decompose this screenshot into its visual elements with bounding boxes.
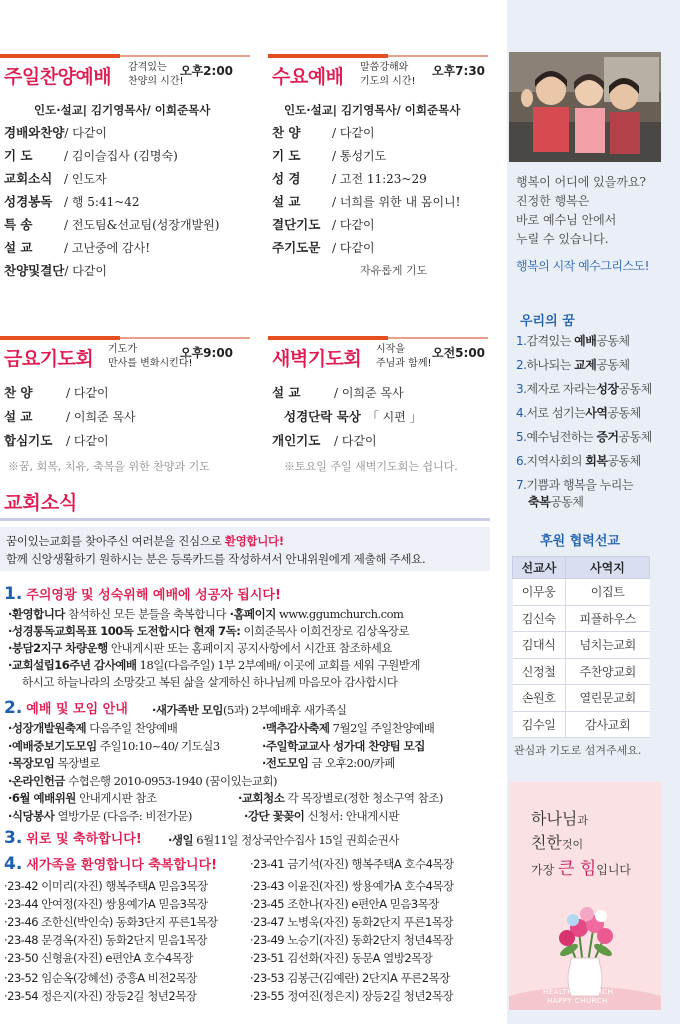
dream-text: 제자로 자라는 [526,382,597,396]
newcomer-entry: ·23-43 이윤진(자진) 쌍용예가A 호수4목장 [250,879,454,893]
news-2-left-line [8,738,220,754]
homepage-label: ·홈페이지 [226,607,276,621]
dream-title: 우리의 꿈 [520,314,575,329]
poster-line-2: 친한것이 [531,833,584,852]
dream-suffix: 공동체 [607,454,641,468]
sponsor-title: 후원 협력선교 [540,534,620,549]
missionary-name: 이무웅 [513,579,566,606]
poster-line-3: 가장 큰 힘입니다 [531,859,632,879]
wednesday-row-label: 성 경 [272,171,301,186]
sunday-row [4,216,219,234]
dawn-row-value: 「 시편 」 [366,410,422,424]
dream-item-continued [528,493,583,510]
mission-row [513,685,650,712]
mission-table [512,556,650,738]
mission-row [513,579,650,606]
sunday-row [4,239,150,257]
members-photo [509,52,661,162]
dawn-row [272,384,404,402]
dream-item [516,404,641,421]
birthday-line: ·생일 6월11일 정상국안수집사 15일 권희순권사 [168,833,399,847]
wednesday-row [272,147,386,165]
news-1-label: ·성경통독교회목표 100독 도전합시다 현재 7독: [8,624,241,638]
friday-row [4,384,109,402]
dawn-row-label: 개인기도 [272,433,321,448]
news-2-label: ·예배중보기도모임 [8,738,97,753]
wednesday-row-label: 주기도문 [272,240,321,255]
friday-note: ※꿈, 회복, 치유, 축복을 위한 찬양과 기도 [8,460,210,473]
wednesday-subtitle-2: 기도의 시간! [360,76,416,87]
dream-item [516,380,652,397]
newcomer-entry: ·23-47 노병욱(자진) 동화2단지 푸른1목장 [250,915,454,929]
mission-field: 열린문교회 [565,685,649,712]
news-2-label: ·맥추감사축제 [262,721,330,735]
sunday-row-value: / 전도팀&선교팀(성장개발원) [64,218,220,232]
wednesday-row [272,216,375,234]
news-2-label: ·교회청소 [238,791,285,805]
sunday-title: 주일찬양예배 [4,66,112,88]
missionary-name: 신정철 [513,658,566,685]
friday-row-value: / 다같이 [66,386,109,400]
newcomer-entry: ·23-51 김선화(자진) 동문A 열방2목장 [250,951,433,965]
wednesday-title: 수요예배 [272,66,344,88]
sunday-subtitle-2: 찬양의 시간! [128,76,184,87]
wednesday-row-label: 기 도 [272,148,301,163]
dream-keyword: 예배 [574,334,597,348]
dream-number: 3. [516,382,527,396]
news-1-text: 18일(다음주일) 1부 2부예배/ 이곳에 교회를 세워 구원받게 [136,658,420,672]
sunday-row-label: 경배와찬양 [4,125,65,140]
happiness-line: 진정한 행복은 [516,194,590,208]
news-2-label: ·강단 꽃꽂이 [244,808,305,823]
sunday-row-value: / 행 5:41~42 [64,195,140,209]
wednesday-row-value: / 너희를 위한 내 몸이니! [332,195,461,209]
newcomer-entry: ·23-49 노승기(자진) 동화2단지 청년4목장 [250,933,454,947]
dream-suffix: 공동체 [618,430,652,444]
dream-item [516,356,630,373]
sunday-leader: 인도·설교| 김기영목사/ 이희준목사 [34,103,211,117]
news-1-line [8,623,409,639]
news-2-right-line [262,738,425,754]
sunday-divider [0,54,250,58]
dream-keyword: 축복 [528,495,551,509]
news-2-text: 7월2일 주일찬양예배 [329,721,435,735]
news-2-left-line [8,773,277,789]
dream-text: 서로 섬기는 [526,406,586,420]
dream-item [516,428,652,445]
dawn-subtitle-2: 주님과 함께! [376,358,432,369]
friday-subtitle-1: 기도가 [108,344,137,355]
mission-header-field: 사역지 [565,557,649,579]
dawn-time: 오전5:00 [432,346,486,360]
news-2-text: 각 목장별로(정한 청소구역 참조) [284,791,443,805]
news-2-left-line [8,790,157,806]
news-2-label: ·전도모임 [262,756,309,770]
friday-row [4,408,136,426]
wednesday-row [272,193,460,211]
news-2-right-line [262,720,434,736]
sunday-row [4,262,107,280]
news-2-label: ·목장모임 [8,756,55,770]
dawn-row-label: 성경단락 묵상 [284,409,361,424]
dawn-row [272,432,377,450]
news-title: 교회소식 [4,492,78,514]
news-2-label: ·온라인헌금 [8,773,65,788]
news-2-right-line [244,808,399,824]
dream-suffix: 공동체 [596,358,630,372]
sunday-time: 오후2:00 [180,64,234,78]
sunday-row [4,147,178,165]
dawn-divider [268,336,488,340]
newcomer-entry: ·23-41 금기석(자진) 행복주택A 호수4목장 [250,857,454,871]
news-2-text: 안내게시판 참조 [75,791,157,805]
dream-item [516,332,630,349]
dream-number: 7. [516,478,527,492]
newcomer-entry: ·23-44 안여정(자진) 쌍용예가A 믿음3목장 [4,897,208,911]
poster-tag-2: HAPPY CHURCH [547,997,608,1005]
sunday-row-label: 특 송 [4,217,33,232]
poster-line-1: 하나님과 [531,809,589,828]
welcome-line-1: 꿈이있는교회를 찾아주신 여러분을 진심으로 환영합니다! [6,534,284,548]
news-2-text: 목장별로 [54,756,100,770]
friday-row-label: 합심기도 [4,433,53,448]
news-1-text: 안내게시판 또는 홈페이지 공지사항에서 시간표 참조하세요 [107,641,392,655]
happiness-tagline: 행복의 시작 예수그리스도! [516,259,649,273]
mission-field: 피플하우스 [565,605,649,632]
newcomer-entry: ·23-54 정은지(자진) 장등2길 청년2목장 [4,989,197,1003]
mission-row [513,658,650,685]
mission-row [513,711,650,738]
wednesday-row-value: / 다같이 [332,241,375,255]
news-1-line [8,657,420,673]
wednesday-leader: 인도·설교| 김기영목사/ 이희준목사 [284,103,461,117]
news-2-left-line [8,808,192,824]
mission-field: 감사교회 [565,711,649,738]
mission-field: 이집트 [565,579,649,606]
dawn-row-value: / 이희준 목사 [334,386,404,400]
wednesday-row-value: / 다같이 [332,218,375,232]
dream-keyword: 성장 [596,382,619,396]
missionary-name: 김수일 [513,711,566,738]
wednesday-row-label: 찬 양 [272,125,301,140]
dream-suffix: 공동체 [607,406,641,420]
dream-keyword: 교제 [574,358,597,372]
newcomer-entry: ·23-55 정여진(정은지) 장등2길 청년2목장 [250,989,454,1003]
sunday-subtitle-1: 감격있는 [128,62,167,73]
newcomer-entry: ·23-46 조한신(박인숙) 동화3단지 푸른1목장 [4,915,218,929]
news-1-line [8,640,392,656]
wednesday-row [272,239,375,257]
friday-time: 오후9:00 [180,346,234,360]
news-2-text: 금 오후2:00/카페 [308,756,395,770]
wednesday-note: 자유롭게 기도 [360,264,428,277]
sunday-row-label: 교회소식 [4,171,53,186]
news-1-line [8,606,403,622]
poster [509,782,661,1010]
friday-row-value: / 다같이 [66,434,109,448]
news-2-label: ·성장개발원축제 [8,721,87,735]
wednesday-divider [268,54,488,58]
news-heading-1: 1. 주의영광 및 성숙위해 예배에 성공자 됩시다! [4,584,281,604]
sunday-row-value: / 다같이 [64,126,108,140]
friday-row-label: 설 교 [4,409,33,424]
dream-text: 감격있는 [526,334,575,348]
dream-number: 6. [516,454,527,468]
dream-text: 예수님전하는 [526,430,597,444]
news-2-text: 열방가문 (다음주: 비전가문) [54,808,192,823]
news-divider [0,518,490,521]
news-2-left-line [8,755,100,771]
mission-row [513,632,650,659]
dream-suffix: 공동체 [618,382,652,396]
news-2-text: 다음주일 찬양예배 [86,721,178,735]
newcomer-entry: ·23-45 조한나(자진) e편안A 믿음3목장 [250,897,439,911]
dream-suffix: 공동체 [596,334,630,348]
mission-header-missionary: 선교사 [513,557,566,579]
sunday-row-label: 찬양및결단 [4,263,65,278]
sunday-row-label: 설 교 [4,240,33,255]
new-member-class: ·새가족반 모임(5과) 2부예배후 새가족실 [152,703,347,717]
dream-text: 하나되는 [526,358,575,372]
friday-title: 금요기도회 [4,348,94,370]
wednesday-row-value: / 고전 11:23~29 [332,172,427,186]
dream-number: 1. [516,334,527,348]
happiness-line: 누릴 수 있습니다. [516,232,609,246]
mission-note: 관심과 기도로 섬겨주세요. [514,744,642,757]
dream-text: 지역사회의 [526,454,586,468]
wednesday-row [272,170,427,188]
dream-keyword: 사역 [585,406,608,420]
dream-text: 기쁨과 행복을 누리는 [526,478,633,492]
friday-row-value: / 이희준 목사 [66,410,136,424]
newcomer-entry: ·23-48 문경옥(자진) 동화2단지 믿음1목장 [4,933,208,947]
newcomer-entry: ·23-42 이미리(자진) 행복주택A 믿음3목장 [4,879,208,893]
news-2-right-line [238,790,443,806]
dream-suffix: 공동체 [550,495,584,509]
news-2-label: ·주일학교교사 성가대 찬양팀 모집 [262,738,425,753]
news-2-left-line [8,720,177,736]
homepage-url: www.ggumchurch.com [275,607,404,621]
missionary-name: 손원호 [513,685,566,712]
news-2-label: ·식당봉사 [8,808,55,823]
dream-item [516,452,641,469]
news-2-right-line [262,755,395,771]
wednesday-time: 오후7:30 [432,64,486,78]
wednesday-row-value: / 통성기도 [332,149,387,163]
news-1-line [22,674,397,690]
happiness-line: 행복이 어디에 있을까요? [516,175,646,189]
welcome-line-2: 함께 신앙생활하기 원하시는 분은 등록카드를 작성하셔서 안내위원에게 제출해 주세요. [6,552,426,566]
friday-divider [0,336,250,340]
sunday-row-value: / 인도자 [64,172,107,186]
sunday-row-value: / 고난중에 감사! [64,241,151,255]
mission-field: 넘치는교회 [565,632,649,659]
news-1-label: ·교회설립16주년 감사예배 [8,658,137,672]
newcomer-entry: ·23-50 신형윤(자진) e편안A 호수4목장 [4,951,193,965]
dream-number: 4. [516,406,527,420]
friday-row-label: 찬 양 [4,385,33,400]
dawn-note: ※토요일 주일 새벽기도회는 쉽니다. [284,460,458,473]
happiness-line: 바로 예수님 안에서 [516,213,617,227]
news-1-label: ·붕담2지구 차량운행 [8,641,108,655]
wednesday-row-label: 결단기도 [272,217,321,232]
news-2-text: 신청서: 안내게시판 [304,808,399,823]
news-1-label: ·환영합니다 [8,607,65,621]
friday-row [4,432,109,450]
dream-number: 2. [516,358,527,372]
news-1-text: 이희준목사 이희건장로 김상옥장로 [240,624,409,638]
mission-field: 주찬양교회 [565,658,649,685]
dream-item [516,476,633,493]
missionary-name: 김신숙 [513,605,566,632]
sunday-row [4,124,107,142]
newcomer-entry: ·23-52 임순옥(강혜선) 중흥A 비전2목장 [4,971,198,985]
dream-keyword: 증거 [596,430,619,444]
dream-number: 5. [516,430,527,444]
poster-tag-1: HEALTHY CHURCH [543,988,614,996]
news-2-text: 주일10:10~40/ 기도실3 [96,738,220,753]
news-2-label: ·6월 예배위원 [8,791,76,805]
sunday-row-label: 기 도 [4,148,33,163]
sunday-row-value: / 다같이 [64,264,108,278]
mission-row [513,605,650,632]
wednesday-subtitle-1: 말씀강해와 [360,62,409,73]
sunday-row-label: 성경봉독 [4,194,53,209]
news-heading-3: 3. 위로 및 축하합니다! [4,828,142,848]
news-1-text: 참석하신 모든 분들을 축복합니다 [64,607,227,621]
dream-keyword: 회복 [585,454,608,468]
missionary-name: 김대식 [513,632,566,659]
news-1-text: 하시고 하늘나라의 소망갖고 복된 삶을 살게하신 하나님께 마음모아 감사합시다 [22,675,398,689]
dawn-row-label: 설 교 [272,385,301,400]
news-2-text: 수협은행 2010-0953-1940 (꿈이있는교회) [64,773,278,788]
dawn-row [284,408,422,426]
news-heading-4: 4. 새가족을 환영합니다 축복합니다! [4,854,218,874]
wednesday-row-value: / 다같이 [332,126,375,140]
dawn-subtitle-1: 시작을 [376,344,405,355]
news-heading-2: 2. 예배 및 모임 안내 [4,698,128,718]
friday-subtitle-2: 만사를 변화시킨다! [108,358,193,369]
sunday-row [4,193,140,211]
wednesday-row-label: 설 교 [272,194,301,209]
sunday-row [4,170,107,188]
dawn-title: 새벽기도회 [272,348,362,370]
sunday-row-value: / 김이슬집사 (김명숙) [64,149,178,163]
dawn-row-value: / 다같이 [334,434,377,448]
newcomer-entry: ·23-53 김봉근(김예란) 2단지A 푸른2목장 [250,971,450,985]
wednesday-row [272,124,375,142]
welcome-box [0,527,490,571]
